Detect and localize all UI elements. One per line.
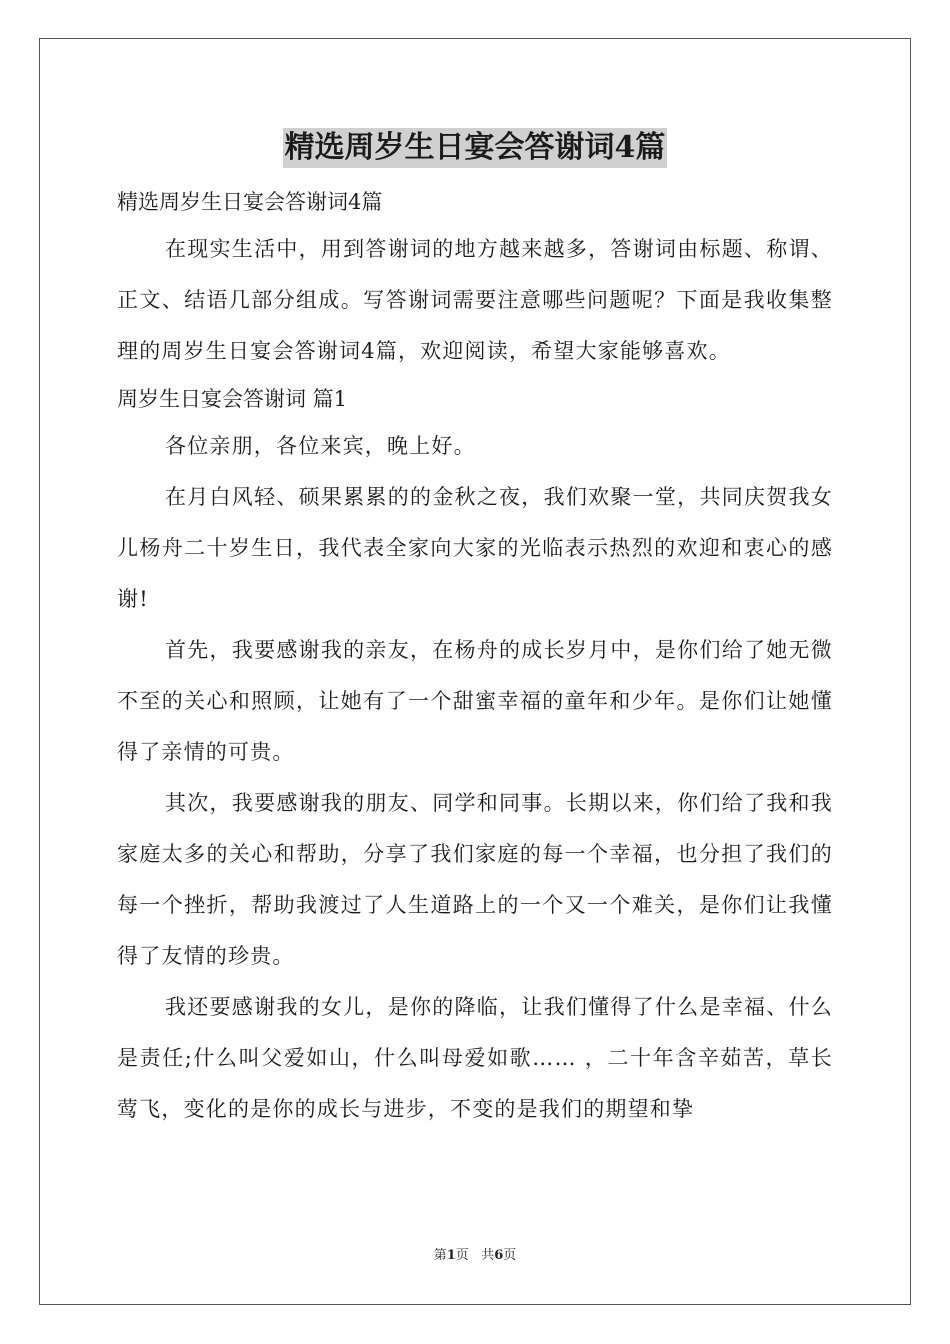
footer-suffix: 页 bbox=[503, 1248, 517, 1263]
document-subtitle: 精选周岁生日宴会答谢词4篇 bbox=[117, 190, 383, 214]
footer-mid: 页 共 bbox=[455, 1248, 495, 1263]
paragraph-thanks-relatives: 首先，我要感谢我的亲友，在杨舟的成长岁月中，是你们给了她无微不至的关心和照顾，让她有了一个甜蜜幸福的童年和少年。是你们让她懂得了亲情的可贵。 bbox=[117, 638, 833, 764]
page-footer bbox=[0, 1247, 950, 1265]
paragraph-thanks-friends: 其次，我要感谢我的朋友、同学和同事。长期以来，你们给了我和我家庭太多的关心和帮助，分享了我们家庭的每一个幸福，也分担了我们的每一个挫折，帮助我渡过了人生道路上的一个又一个难关，是你们让我懂得了友情的珍贵。 bbox=[117, 791, 833, 968]
paragraph-thanks-daughter: 我还要感谢我的女儿，是你的降临，让我们懂得了什么是幸福、什么是责任;什么叫父爱如山，什么叫母爱如歌…… ，二十年含辛茹苦，草长莺飞，变化的是你的成长与进步，不变的是我们的期望和挚 bbox=[117, 995, 833, 1121]
footer-total-pages: 6 bbox=[494, 1248, 504, 1263]
intro-paragraph: 在现实生活中，用到答谢词的地方越来越多，答谢词由标题、称谓、正文、结语几部分组成。写答谢词需要注意哪些问题呢？下面是我收集整理的周岁生日宴会答谢词4篇，欢迎阅读，希望大家能够喜欢。 bbox=[117, 237, 833, 363]
paragraph-celebration: 在月白风轻、硕果累累的的金秋之夜，我们欢聚一堂，共同庆贺我女儿杨舟二十岁生日，我代表全家向大家的光临表示热烈的欢迎和衷心的感谢! bbox=[117, 485, 833, 611]
footer-current-page: 1 bbox=[446, 1248, 456, 1263]
footer-prefix: 第 bbox=[433, 1248, 447, 1263]
paragraph-greeting: 各位亲朋，各位来宾，晚上好。 bbox=[165, 434, 476, 458]
document-title: 精选周岁生日宴会答谢词4篇 bbox=[283, 128, 668, 168]
document-body bbox=[117, 180, 833, 1135]
section-heading: 周岁生日宴会答谢词 篇1 bbox=[117, 387, 348, 411]
title-wrap bbox=[0, 128, 950, 168]
